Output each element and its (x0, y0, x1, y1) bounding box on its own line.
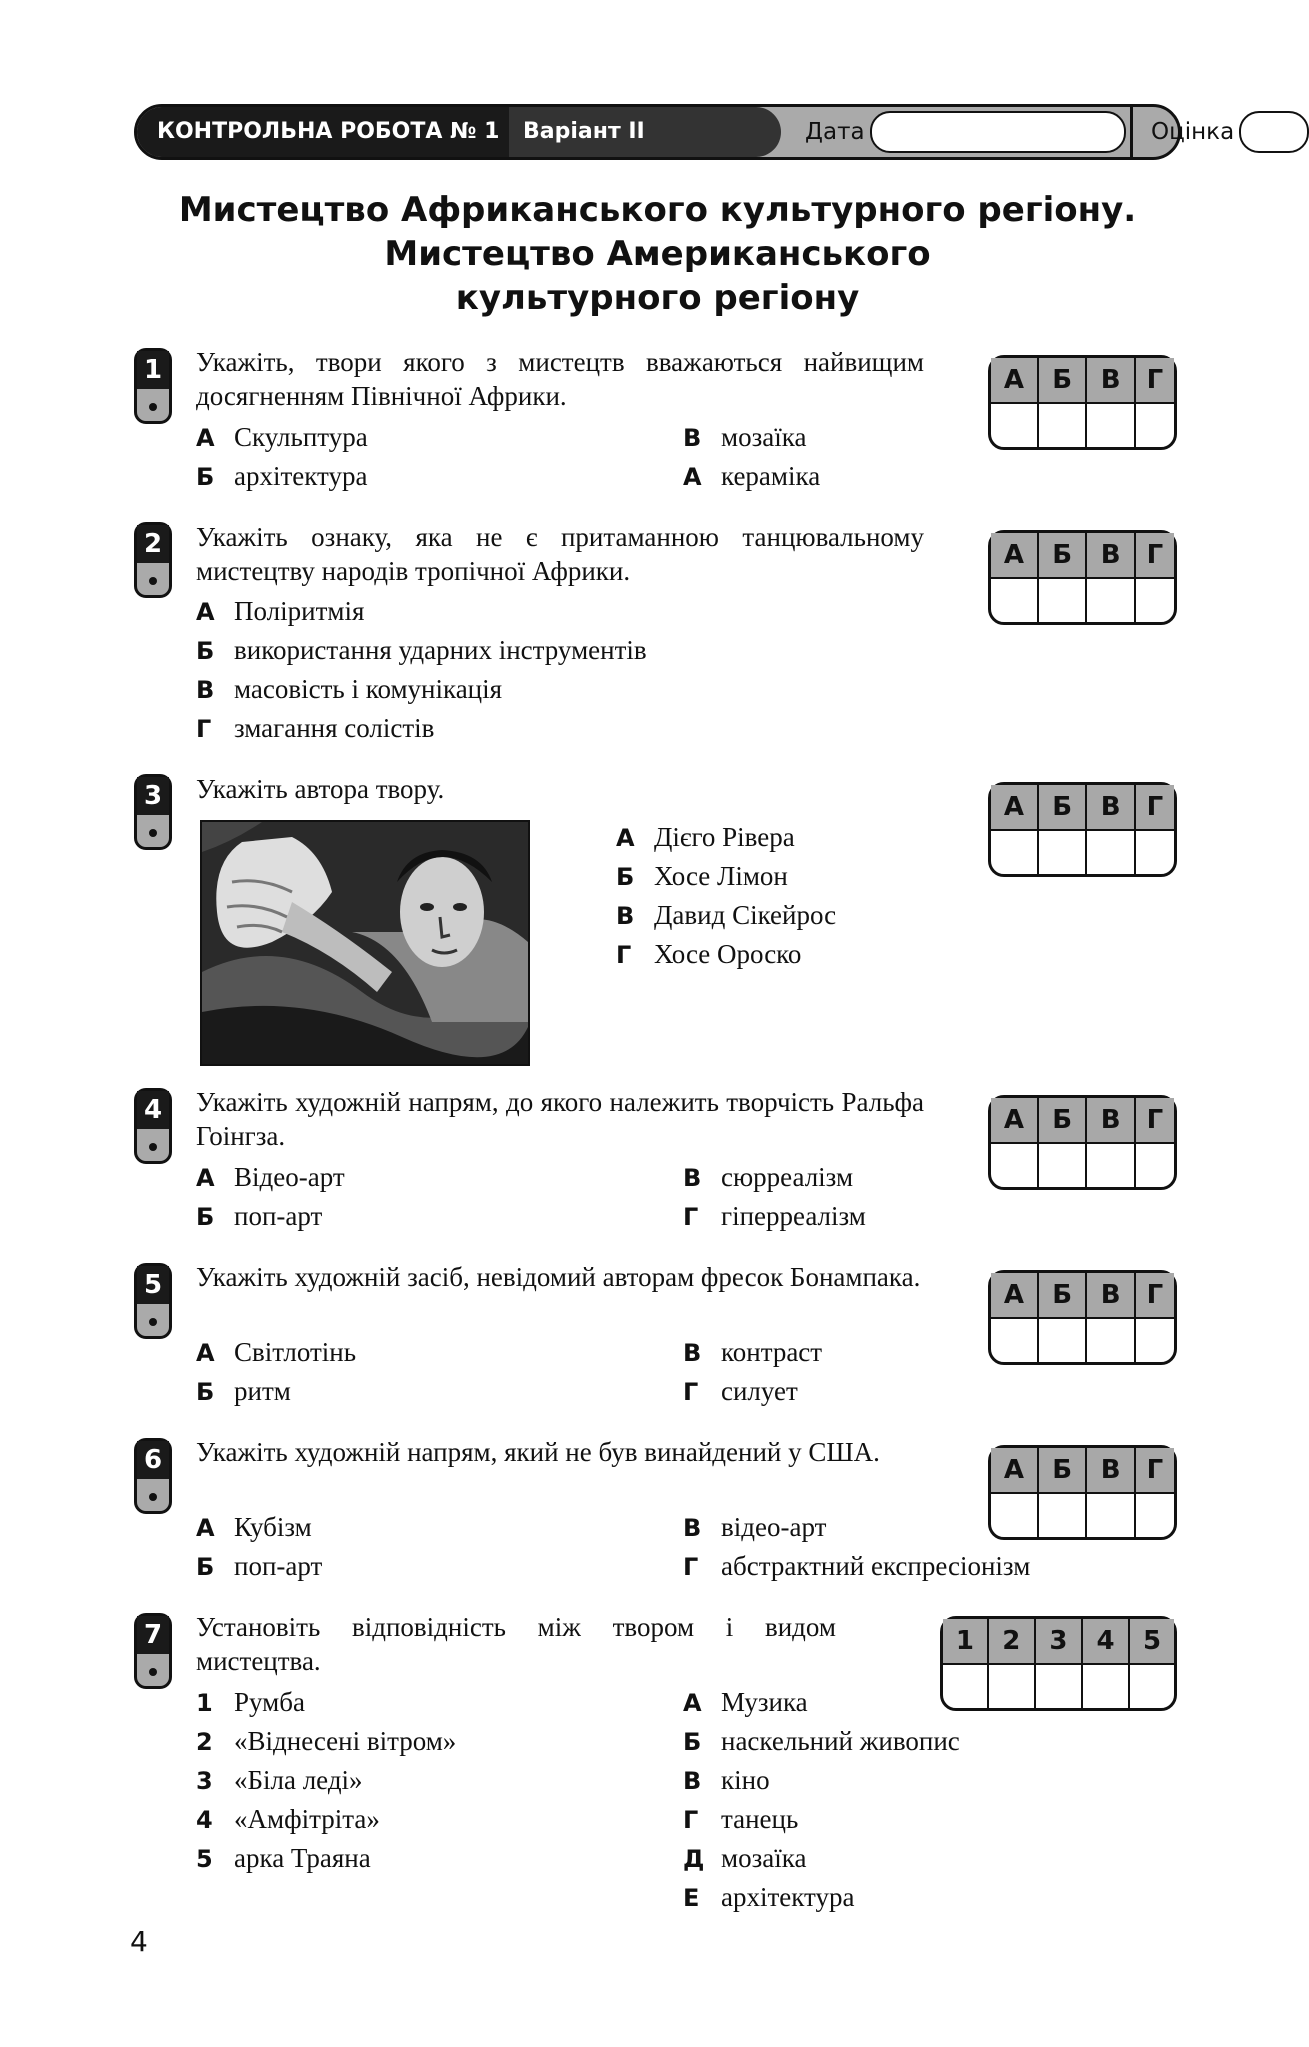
divider (1130, 107, 1133, 157)
option-text: ритм (234, 1376, 291, 1406)
match-right-item (683, 1685, 808, 1720)
match-right-item (683, 1763, 770, 1798)
item-number: 5 (196, 1845, 213, 1873)
question-number: 7 (137, 1616, 169, 1654)
page-title (134, 188, 1181, 320)
option (196, 1335, 356, 1370)
item-text: «Амфітріта» (234, 1804, 380, 1834)
answer-cell[interactable] (1135, 830, 1174, 875)
answer-cell[interactable] (1086, 1143, 1135, 1188)
option-text: Хосе Лімон (654, 861, 788, 891)
answer-grid (988, 1270, 1177, 1365)
answer-cell[interactable] (1038, 1318, 1087, 1363)
grid-header-cell: Г (1135, 533, 1174, 578)
option (683, 1510, 826, 1545)
answer-cell[interactable] (1038, 1143, 1087, 1188)
grid-header-cell: Б (1038, 358, 1087, 403)
answer-cell[interactable] (991, 1493, 1038, 1538)
answer-cell[interactable] (1038, 830, 1087, 875)
option-text: змагання солістів (234, 713, 435, 743)
item-text: «Біла леді» (234, 1765, 363, 1795)
answer-cell[interactable] (988, 1664, 1035, 1709)
option (683, 1374, 798, 1409)
answer-cell[interactable] (1135, 578, 1174, 623)
match-left-item (196, 1685, 305, 1720)
option (616, 859, 788, 894)
option-letter: В (683, 1164, 702, 1192)
question-number: 2 (137, 525, 169, 563)
grade-label: Оцінка (1151, 119, 1235, 145)
option (683, 459, 820, 494)
item-text: «Віднесені вітром» (234, 1726, 457, 1756)
grid-header-cell: А (991, 1098, 1038, 1143)
option-text: відео-арт (721, 1512, 827, 1542)
answer-cell[interactable] (991, 830, 1038, 875)
option-letter: В (616, 902, 635, 930)
question-text: Укажіть художній засіб, невідомий авторам фресок Бонампака. (196, 1262, 921, 1292)
option-letter: В (683, 424, 702, 452)
answer-cell[interactable] (1038, 403, 1087, 448)
question-number: 1 (137, 351, 169, 389)
option-letter: Г (616, 941, 632, 969)
variant-label: Варіант II (509, 107, 781, 157)
badge-dot (149, 1493, 157, 1501)
option-text: Кубізм (234, 1512, 312, 1542)
option (196, 1199, 322, 1234)
grid-header-cell: Б (1038, 1273, 1087, 1318)
option-text: контраст (721, 1337, 823, 1367)
question-number: 6 (137, 1441, 169, 1479)
answer-cell[interactable] (943, 1664, 988, 1709)
badge-dot (149, 577, 157, 585)
item-number: 2 (196, 1728, 213, 1756)
item-text: архітектура (721, 1882, 855, 1912)
answer-cell[interactable] (1135, 1493, 1174, 1538)
test-title: КОНТРОЛЬНА РОБОТА № 1 (137, 107, 509, 157)
question-number-badge (134, 1613, 172, 1689)
grid-header-cell: В (1086, 358, 1135, 403)
answer-cell[interactable] (1086, 403, 1135, 448)
option (196, 1549, 322, 1584)
portrait-painting (202, 822, 528, 1064)
option-letter: Г (683, 1553, 699, 1581)
grid-header-cell: Б (1038, 785, 1087, 830)
option (196, 672, 502, 707)
question-text: Укажіть художній напрям, до якого належить творчість Ральфа Гоінгза. (196, 1087, 924, 1151)
option (196, 633, 647, 668)
option-text: кераміка (721, 461, 821, 491)
match-left-item (196, 1763, 363, 1798)
option-letter: Б (196, 463, 215, 491)
match-right-item (683, 1802, 798, 1837)
grade-field[interactable] (1239, 111, 1309, 153)
date-field[interactable] (870, 111, 1126, 153)
grid-header-cell: 4 (1082, 1619, 1129, 1664)
item-letter: Д (683, 1845, 705, 1873)
option (616, 820, 795, 855)
option-letter: Б (616, 863, 635, 891)
painting-image (200, 820, 530, 1066)
item-letter: Б (683, 1728, 702, 1756)
title-line-3: культурного регіону (455, 278, 860, 318)
option-letter: Б (196, 1378, 215, 1406)
grid-header-cell: В (1086, 1098, 1135, 1143)
grid-header-cell: 2 (988, 1619, 1035, 1664)
item-number: 1 (196, 1689, 213, 1717)
answer-grid (988, 1095, 1177, 1190)
option-letter: А (196, 598, 215, 626)
answer-grid (988, 355, 1177, 450)
option-letter: В (196, 676, 215, 704)
item-letter: В (683, 1767, 702, 1795)
question-text: Укажіть ознаку, яка не є притаманною танцювальному мистецтву народів тропічної Африки. (196, 522, 924, 586)
answer-cell[interactable] (991, 1318, 1038, 1363)
item-text: Музика (721, 1687, 808, 1717)
item-letter: Г (683, 1806, 699, 1834)
answer-cell[interactable] (1038, 1493, 1087, 1538)
badge-dot (149, 1668, 157, 1676)
option-letter: Б (196, 1203, 215, 1231)
item-letter: А (683, 1689, 702, 1717)
item-text: танець (721, 1804, 799, 1834)
question-number: 3 (137, 777, 169, 815)
option-letter: В (683, 1339, 702, 1367)
option (683, 1549, 1030, 1584)
option-text: абстрактний експресіонізм (721, 1551, 1031, 1581)
grid-header-cell: В (1086, 533, 1135, 578)
badge-dot (149, 1318, 157, 1326)
option-letter: А (196, 1164, 215, 1192)
badge-dot (149, 829, 157, 837)
option-letter: А (196, 1514, 215, 1542)
grid-header-cell: Г (1135, 1098, 1174, 1143)
answer-cell[interactable] (991, 403, 1038, 448)
option-text: сюрреалізм (721, 1162, 854, 1192)
question-number-badge (134, 1438, 172, 1514)
option-letter: А (196, 1339, 215, 1367)
item-letter: Е (683, 1884, 700, 1912)
date-label: Дата (805, 119, 865, 145)
option-text: мозаїка (721, 422, 807, 452)
option (683, 1335, 822, 1370)
answer-cell[interactable] (1135, 1318, 1174, 1363)
grid-header-cell: А (991, 785, 1038, 830)
answer-grid (988, 530, 1177, 625)
option-letter: В (683, 1514, 702, 1542)
question-number: 4 (137, 1091, 169, 1129)
answer-cell[interactable] (1035, 1664, 1082, 1709)
option-letter: А (616, 824, 635, 852)
answer-cell[interactable] (1135, 403, 1174, 448)
match-right-item (683, 1880, 854, 1915)
option-text: Давид Сікейрос (654, 900, 837, 930)
grid-header-cell: Г (1135, 358, 1174, 403)
option-text: Скульптура (234, 422, 368, 452)
question-number-badge (134, 1088, 172, 1164)
option (196, 711, 434, 746)
answer-grid (988, 782, 1177, 877)
grid-header-cell: 3 (1035, 1619, 1082, 1664)
option-text: поп-арт (234, 1201, 323, 1231)
grid-header-cell: 5 (1129, 1619, 1174, 1664)
grid-header-cell: Г (1135, 1273, 1174, 1318)
answer-cell[interactable] (1082, 1664, 1129, 1709)
grid-header-cell: В (1086, 785, 1135, 830)
question-text: Укажіть автора твору. (196, 774, 445, 804)
option-text: гіперреалізм (721, 1201, 866, 1231)
badge-dot (149, 403, 157, 411)
option-letter: А (196, 424, 215, 452)
question-number: 5 (137, 1266, 169, 1304)
grid-header-cell: Б (1038, 533, 1087, 578)
grid-header-cell: Г (1135, 785, 1174, 830)
item-number: 3 (196, 1767, 213, 1795)
grid-header-cell: Б (1038, 1098, 1087, 1143)
item-number: 4 (196, 1806, 213, 1834)
title-line-2: Мистецтво Американського (384, 234, 931, 274)
option (196, 459, 367, 494)
grid-header-cell: Г (1135, 1448, 1174, 1493)
answer-cell[interactable] (1086, 1318, 1135, 1363)
option-text: використання ударних інструментів (234, 635, 647, 665)
grid-header-cell: А (991, 1448, 1038, 1493)
question-number-badge (134, 1263, 172, 1339)
question-text: Укажіть художній напрям, який не був винайдений у США. (196, 1437, 880, 1467)
option (196, 1374, 291, 1409)
option (683, 1160, 853, 1195)
badge-dot (149, 1143, 157, 1151)
item-text: мозаїка (721, 1843, 807, 1873)
answer-cell[interactable] (1086, 1493, 1135, 1538)
answer-cell[interactable] (1135, 1143, 1174, 1188)
option (196, 594, 364, 629)
option-text: архітектура (234, 461, 368, 491)
header-bar (134, 104, 1235, 160)
option-text: поп-арт (234, 1551, 323, 1581)
option (196, 1510, 312, 1545)
item-text: наскельний живопис (721, 1726, 960, 1756)
matching-grid (940, 1616, 1177, 1711)
option-letter: Б (196, 1553, 215, 1581)
option-text: силует (721, 1376, 798, 1406)
option-letter: Б (196, 637, 215, 665)
answer-cell[interactable] (991, 1143, 1038, 1188)
option-text: Відео-арт (234, 1162, 345, 1192)
option-letter: Г (683, 1203, 699, 1231)
match-left-item (196, 1724, 456, 1759)
option (683, 420, 806, 455)
answer-cell[interactable] (1086, 830, 1135, 875)
item-text: Румба (234, 1687, 305, 1717)
answer-cell[interactable] (1086, 578, 1135, 623)
option-text: Дієго Рівера (654, 822, 795, 852)
answer-cell[interactable] (1038, 578, 1087, 623)
option-text: масовість і комунікація (234, 674, 503, 704)
question-number-badge (134, 348, 172, 424)
option-letter: А (683, 463, 702, 491)
option-letter: Г (683, 1378, 699, 1406)
grid-header-cell: А (991, 533, 1038, 578)
item-text: арка Траяна (234, 1843, 371, 1873)
page-number: 4 (130, 1925, 148, 1958)
option-text: Поліритмія (234, 596, 365, 626)
match-right-item (683, 1841, 806, 1876)
option-text: Хосе Ороско (654, 939, 802, 969)
question-number-badge (134, 522, 172, 598)
answer-cell[interactable] (1129, 1664, 1174, 1709)
grid-header-cell: В (1086, 1448, 1135, 1493)
question-number-badge (134, 774, 172, 850)
item-text: кіно (721, 1765, 770, 1795)
option-text: Світлотінь (234, 1337, 357, 1367)
answer-grid (988, 1445, 1177, 1540)
match-left-item (196, 1841, 371, 1876)
grid-header-cell: 1 (943, 1619, 988, 1664)
grid-header-cell: А (991, 1273, 1038, 1318)
grid-header-cell: Б (1038, 1448, 1087, 1493)
title-line-1: Мистецтво Африканського культурного регіону. (178, 190, 1137, 230)
option (616, 937, 801, 972)
grid-header-cell: В (1086, 1273, 1135, 1318)
option-letter: Г (196, 715, 212, 743)
answer-cell[interactable] (991, 578, 1038, 623)
grid-header-cell: А (991, 358, 1038, 403)
question-text: Укажіть, твори якого з мистецтв вважаються найвищим досягненням Північної Африки. (196, 347, 924, 411)
match-left-item (196, 1802, 380, 1837)
match-right-item (683, 1724, 960, 1759)
option (196, 1160, 345, 1195)
option (196, 420, 368, 455)
question-text: Установіть відповідність між твором і видом мистецтва. (196, 1612, 836, 1676)
option (683, 1199, 866, 1234)
option (616, 898, 836, 933)
